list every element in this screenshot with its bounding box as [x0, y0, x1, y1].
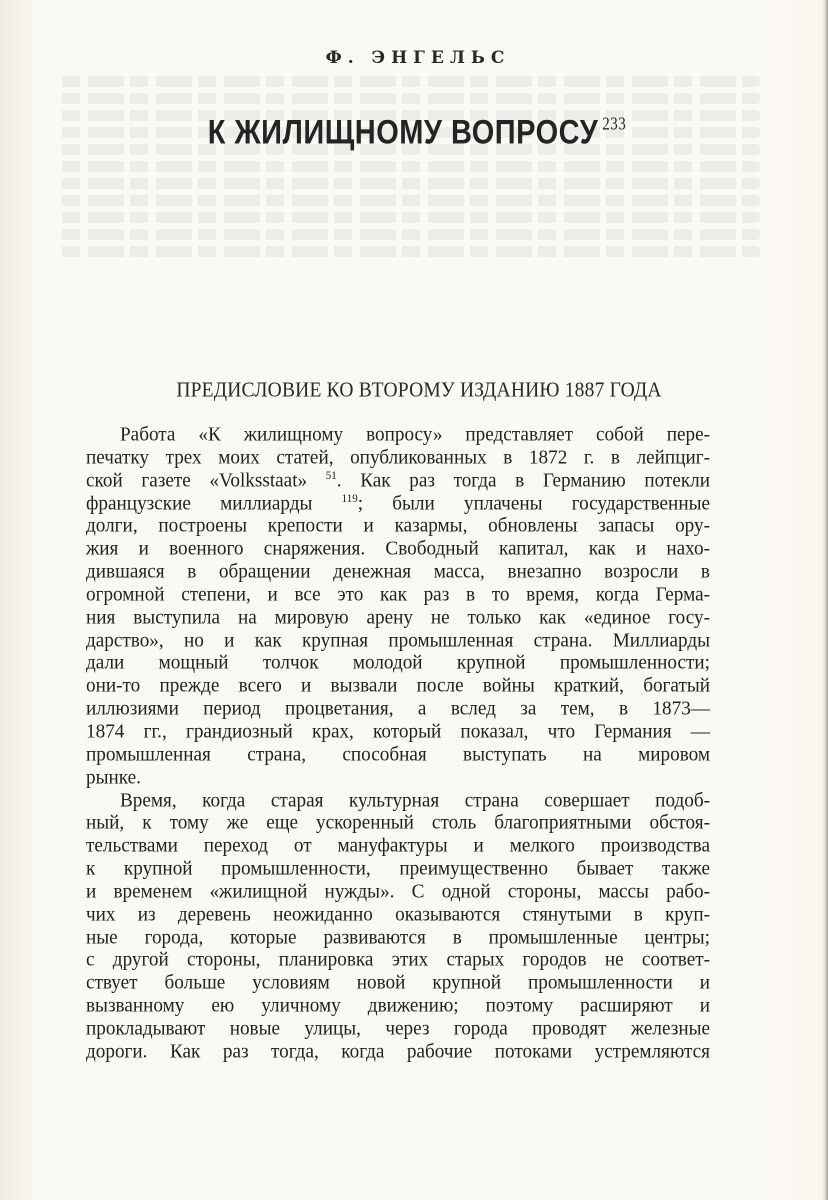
text-line: дарство», но и как крупная промышленная страна. Миллиарды — [86, 628, 710, 652]
text-line: печатку трех моих статей, опубликованных в 1872 г. в лейпциг- — [86, 446, 710, 469]
text-line — [86, 492, 710, 516]
text-line: ствует больше условиям новой крупной промышленности и — [86, 971, 710, 994]
paragraph-2 — [86, 790, 710, 1064]
text-line: прокладывают новые улицы, через города проводят железные — [86, 1017, 710, 1040]
author-name: Ф. ЭНГЕЛЬС — [325, 48, 511, 68]
footnote-marker: 119 — [341, 491, 358, 505]
text-line: 1874 гг., грандиозный крах, который показал, что Германия — — [86, 720, 710, 743]
text-line: они-то прежде всего и вызвали после войны краткий, богатый — [86, 674, 710, 697]
text-line: Время, когда старая культурная страна совершает подоб- — [120, 788, 710, 812]
text-line: жия и военного снаряжения. Свободный капитал, как и нахо- — [86, 537, 710, 560]
text-line — [86, 469, 710, 493]
work-title-text: К ЖИЛИЩНОМУ ВОПРОСУ — [207, 114, 599, 152]
section-heading: ПРЕДИСЛОВИЕ КО ВТОРОМУ ИЗДАНИЮ 1887 ГОДА — [176, 379, 662, 402]
text-line: ные города, которые развиваются в промышленные центры; — [86, 925, 710, 949]
text-fragment: французские миллиарды — [86, 491, 342, 515]
body-text — [86, 424, 710, 1064]
text-line: к крупной промышленности, преимущественно бывает также — [86, 857, 710, 880]
work-title — [0, 114, 828, 153]
text-fragment: ; были уплачены государственные — [357, 491, 710, 515]
text-line: ный, к тому же еще ускоренный столь благоприятными обстоя- — [86, 811, 710, 834]
text-fragment: ской газете «Volksstaat» — [86, 469, 326, 492]
text-line: дившаяся в обращении денежная масса, внезапно возросли в — [86, 560, 710, 583]
text-line: вызванному ею уличному движению; поэтому расширяют и — [86, 994, 710, 1017]
text-line: промышленная страна, способная выступать на мировом — [86, 743, 710, 766]
text-line: дали мощный толчок молодой крупной промышленности; — [86, 651, 710, 675]
text-line: и временем «жилищной нужды». С одной стороны, массы рабо- — [86, 880, 710, 903]
text-line: ния выступила на мировую арену не только как «единое госу- — [86, 606, 710, 629]
text-line: с другой стороны, планировка этих старых городов не соответ- — [86, 948, 710, 971]
text-line: тельствами переход от мануфактуры и мелкого производства — [86, 834, 710, 857]
text-fragment: . Как раз тогда в Германию потекли — [336, 469, 711, 492]
paragraph-1 — [86, 424, 710, 790]
text-line: огромной степени, и все это как раз в то время, когда Герма- — [86, 583, 710, 606]
text-line: рынке. — [86, 765, 141, 789]
text-line: иллюзиями период процветания, а вслед за тем, в 1873— — [86, 697, 710, 720]
title-footnote-marker: 233 — [602, 115, 627, 135]
text-line: Работа «К жилищному вопросу» представляет собой пере- — [120, 423, 710, 446]
text-line: дороги. Как раз тогда, когда рабочие потоками устремляются — [86, 1040, 710, 1063]
text-line: долги, построены крепости и казармы, обновлены запасы ору- — [86, 514, 710, 537]
footnote-marker: 51 — [325, 469, 337, 482]
text-line: чих из деревень неожиданно оказываются стянутыми в круп- — [86, 903, 710, 926]
